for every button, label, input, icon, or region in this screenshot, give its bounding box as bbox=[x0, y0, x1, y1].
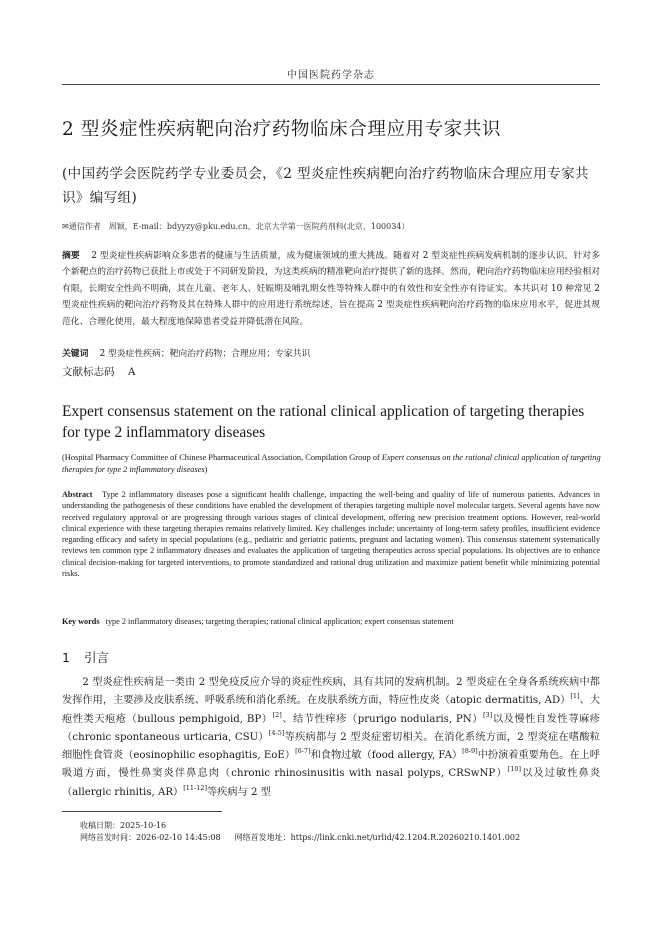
english-keywords-text: type 2 inflammatory diseases; targeting therapies; rational clinical application; expert consensus statement bbox=[105, 617, 454, 626]
section-number: 1 bbox=[62, 650, 70, 665]
chinese-abstract-label: 摘要 bbox=[62, 251, 80, 261]
chinese-authors: (中国药学会医院药学专业委员会，《2 型炎症性疾病靶向治疗药物临床合理应用专家共识》编写组) bbox=[62, 166, 589, 206]
online-publication-row bbox=[80, 832, 600, 844]
paragraph-text: 2 型炎症性疾病是一类由 2 型免疫反应介导的炎症性疾病，具有共同的发病机制。2 型炎症在全身各系统疾病中都发挥作用，主要涉及皮肤系统、呼吸系统和消化系统。在皮肤系统方面，特应性皮炎（atopic dermatitis, AD） bbox=[62, 677, 600, 707]
corresponding-author: ✉通信作者 周颖，E-mail：bdyyzy@pku.edu.cn，北京大学第一医院药剂科(北京，100034） bbox=[62, 222, 410, 231]
english-abstract-text: Type 2 inflammatory diseases pose a significant health challenge, impacting the well-being and quality of life of numerous patients. Advances in understanding the pathogenesis of these conditions have enabled the development of therapies targeting multiple novel molecular targets. Several agents have now received regulatory approval or are progressing through various stages of clinical development, offering new precision treatment options. However, real-world clinical experience with these targeting therapies remains relatively limited. Key challenges include: uncertainty of long-term safety profiles, insufficient evidence regarding efficacy and safety in special populations (e.g., pediatric and geriatric patients, pregnant and lactating women). This consensus statement systematically reviews ten common type 2 inflammatory diseases and evaluates the application of targeting therapeutics across special populations. Its objectives are to enhance clinical decision-making for targeted interventions, to promote standardized and rational drug utilization and maximize patient benefit while minimizing potential risks. bbox=[62, 490, 601, 579]
paragraph-text: 和食物过敏（food allergy, FA） bbox=[310, 750, 463, 762]
document-mark-value: A bbox=[127, 366, 136, 378]
citation-ref[interactable]: [4-5] bbox=[268, 728, 285, 737]
paragraph-text: 以及慢性自发性荨麻疹（chronic spontaneous urticaria, CSU） bbox=[62, 713, 600, 743]
chinese-keywords-text: 2 型炎症性疾病；靶向治疗药物；合理应用；专家共识 bbox=[99, 349, 311, 359]
footnote-rule bbox=[62, 811, 222, 812]
paragraph-text: 以及过敏性鼻炎（allergic rhinitis, AR） bbox=[62, 768, 601, 798]
citation-ref[interactable]: [2] bbox=[272, 710, 282, 719]
received-date: 2025-10-16 bbox=[120, 821, 167, 830]
chinese-abstract-text: 2 型炎症性疾病影响众多患者的健康与生活质量，成为健康领域的重大挑战。随着对 2 型炎症性疾病发病机制的逐步认识，针对多个新靶点的治疗药物已获批上市或处于不同研发阶段，为这类疾病的精准靶向治疗提供了新的选择。然而，靶向治疗药物临床应用经验相对有限，长期安全性尚不明确，其在儿童、老年人、妊娠期及哺乳期女性等特殊人群中的有效性和安全性亦有待证实。本共识对 10 种常见 2 型炎症性疾病的靶向治疗药物及其在特殊人群中的应用进行系统综述，旨在提高 2 型炎症性疾病靶向治疗药物的临床应用水平，促进其规范化、合理化使用，最大程度地保障患者受益并降低潜在风险。 bbox=[62, 251, 600, 327]
english-abstract-label: Abstract bbox=[62, 490, 93, 499]
paragraph-text: 、结节性痒疹（prurigo nodularis, PN） bbox=[281, 713, 484, 725]
paragraph-text: 等疾病都与 2 型炎症密切相关。在消化系统方面，2 型炎症在嗜酸粒细胞性食管炎（eosinophilic esophagitis, EoE） bbox=[62, 731, 600, 762]
online-time: 2026-02-10 14:45:08 bbox=[136, 833, 221, 842]
chinese-title: 2 型炎症性疾病靶向治疗药物临床合理应用专家共识 bbox=[62, 119, 502, 140]
chinese-keywords bbox=[62, 347, 600, 361]
running-head: 中国医院药学杂志 bbox=[287, 70, 375, 81]
section-title: 引言 bbox=[84, 650, 110, 665]
chinese-abstract bbox=[62, 248, 600, 330]
english-authors bbox=[62, 452, 602, 476]
citation-ref[interactable]: [10] bbox=[507, 765, 521, 774]
footnotes bbox=[80, 820, 600, 844]
english-authors-italic: Expert consensus on the rational clinical application of targeting therapies for type 2 inflammatory diseases bbox=[62, 453, 601, 474]
english-keywords-label: Key words bbox=[62, 617, 100, 626]
paragraph-text: 中扮演着重要角色。在上呼吸道方面，慢性鼻窦炎伴鼻息肉（chronic rhinosinusitis with nasal polyps, CRSwNP） bbox=[62, 750, 600, 780]
citation-ref[interactable]: [3] bbox=[483, 710, 493, 719]
citation-ref[interactable]: [1] bbox=[570, 692, 580, 701]
english-abstract bbox=[62, 489, 600, 579]
document-mark bbox=[62, 365, 600, 379]
section-heading bbox=[62, 650, 602, 666]
english-authors-close: ) bbox=[204, 465, 208, 474]
paragraph-text: 等疾病与 2 型 bbox=[207, 786, 271, 798]
received-label: 收稿日期： bbox=[80, 821, 120, 830]
online-url-link[interactable]: https://link.cnki.net/urlid/42.1204.R.20260210.1401.002 bbox=[290, 833, 521, 842]
online-time-label: 网络首发时间： bbox=[80, 833, 136, 842]
citation-ref[interactable]: [11-12] bbox=[183, 783, 207, 792]
section-paragraph bbox=[62, 674, 600, 802]
received-date-row bbox=[80, 820, 600, 832]
english-title: Expert consensus statement on the rational clinical application of targeting therapies for type 2 inflammatory diseases bbox=[62, 403, 585, 441]
citation-ref[interactable]: [8-9] bbox=[462, 747, 478, 756]
english-keywords bbox=[62, 616, 600, 627]
document-mark-label: 文献标志码 bbox=[62, 366, 115, 378]
citation-ref[interactable]: [6-7] bbox=[295, 747, 311, 756]
online-url-label: 网络首发地址： bbox=[234, 833, 291, 842]
english-authors-plain: (Hospital Pharmacy Committee of Chinese Pharmaceutical Association, Compilation Group of bbox=[62, 453, 382, 462]
chinese-keywords-label: 关键词 bbox=[62, 349, 89, 359]
header-rule bbox=[62, 84, 600, 85]
paragraph-text: 、大疱性类天疱疮（bullous pemphigoid, BP） bbox=[62, 695, 601, 725]
